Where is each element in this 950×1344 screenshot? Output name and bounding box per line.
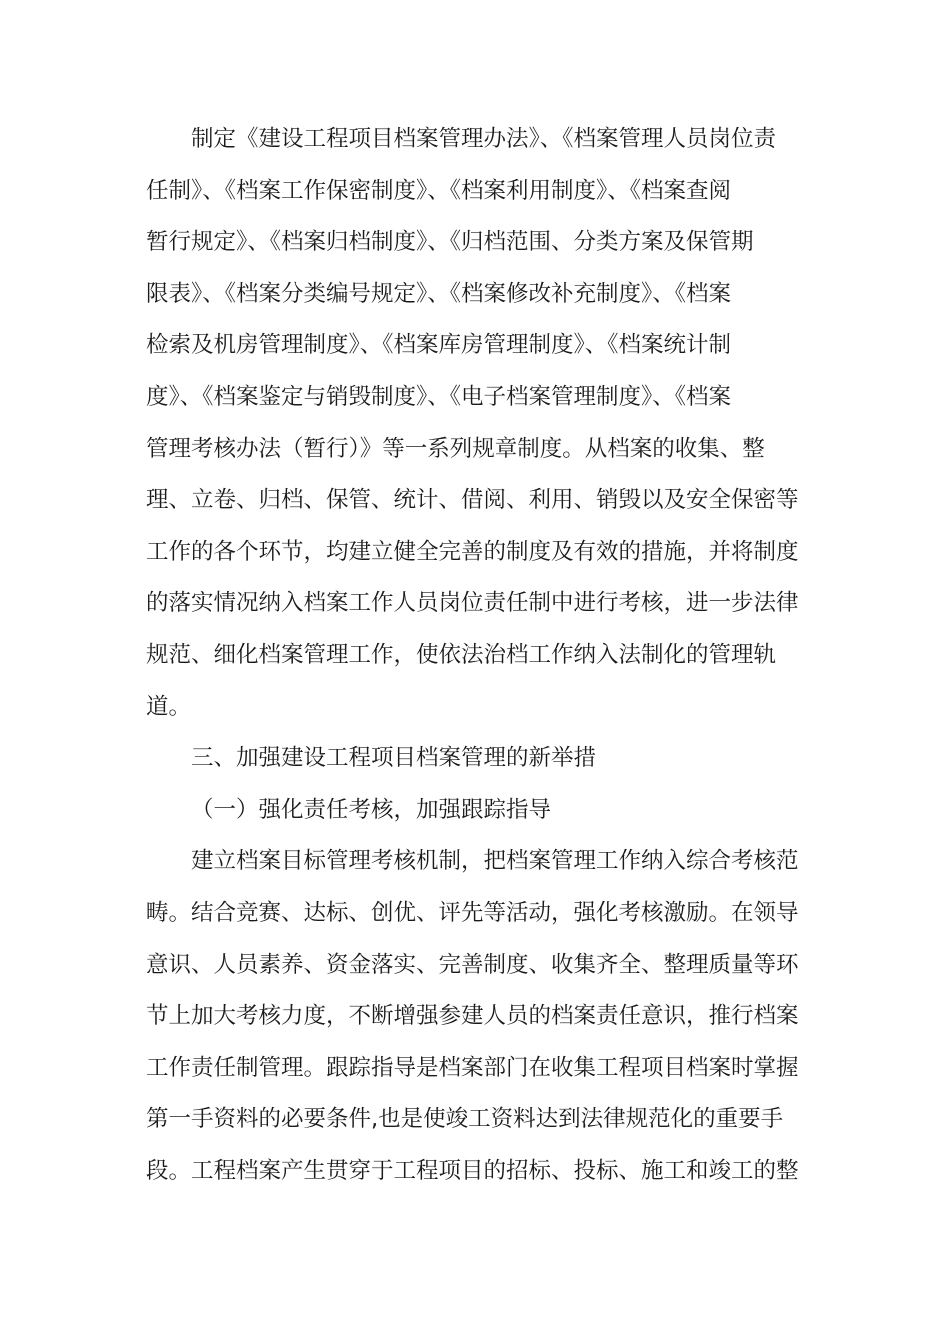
text-line: 工作的各个环节，均建立健全完善的制度及有效的措施，并将制度 [146, 538, 799, 565]
text-line: 制定《建设工程项目档案管理办法》、《档案管理人员岗位责 [191, 126, 777, 152]
text-line: 第一手资料的必要条件,也是使竣工资料达到法律规范化的重要手 [146, 1106, 784, 1133]
text-line: 意识、人员素养、资金落实、完善制度、收集齐全、整理质量等环 [146, 951, 799, 978]
text-line: 管理考核办法（暂行）》等一系列规章制度。从档案的收集、整 [146, 435, 765, 462]
text-line: （一）强化责任考核，加强跟踪指导 [191, 796, 552, 823]
text-line: 节上加大考核力度，不断增强参建人员的档案责任意识，推行档案 [146, 1003, 799, 1030]
text-line: 限表》、《档案分类编号规定》、《档案修改补充制度》、《档案 [146, 280, 732, 307]
text-line: 暂行规定》、《档案归档制度》、《归档范围、分类方案及保管期 [146, 229, 754, 256]
text-line: 三、加强建设工程项目档案管理的新举措 [191, 745, 597, 772]
text-line: 的落实情况纳入档案工作人员岗位责任制中进行考核，进一步法律 [146, 590, 799, 617]
text-line: 理、立卷、归档、保管、统计、借阅、利用、销毁以及安全保密等 [146, 487, 799, 514]
text-line: 工作责任制管理。跟踪指导是档案部门在收集工程项目档案时掌握 [146, 1054, 799, 1081]
body-text [146, 114, 806, 1197]
text-line: 建立档案目标管理考核机制，把档案管理工作纳入综合考核范 [191, 848, 799, 875]
text-line: 段。工程档案产生贯穿于工程项目的招标、投标、施工和竣工的整 [146, 1157, 799, 1184]
text-line: 检索及机房管理制度》、《档案库房管理制度》、《档案统计制 [146, 332, 732, 359]
text-line: 道。 [146, 693, 192, 720]
text-line: 畴。结合竞赛、达标、创优、评先等活动，强化考核激励。在领导 [146, 899, 799, 926]
text-line: 度》、《档案鉴定与销毁制度》、《电子档案管理制度》、《档案 [146, 383, 732, 410]
text-line: 任制》、《档案工作保密制度》、《档案利用制度》、《档案查阅 [146, 177, 732, 204]
text-line: 规范、细化档案管理工作，使依法治档工作纳入法制化的管理轨 [146, 641, 777, 668]
